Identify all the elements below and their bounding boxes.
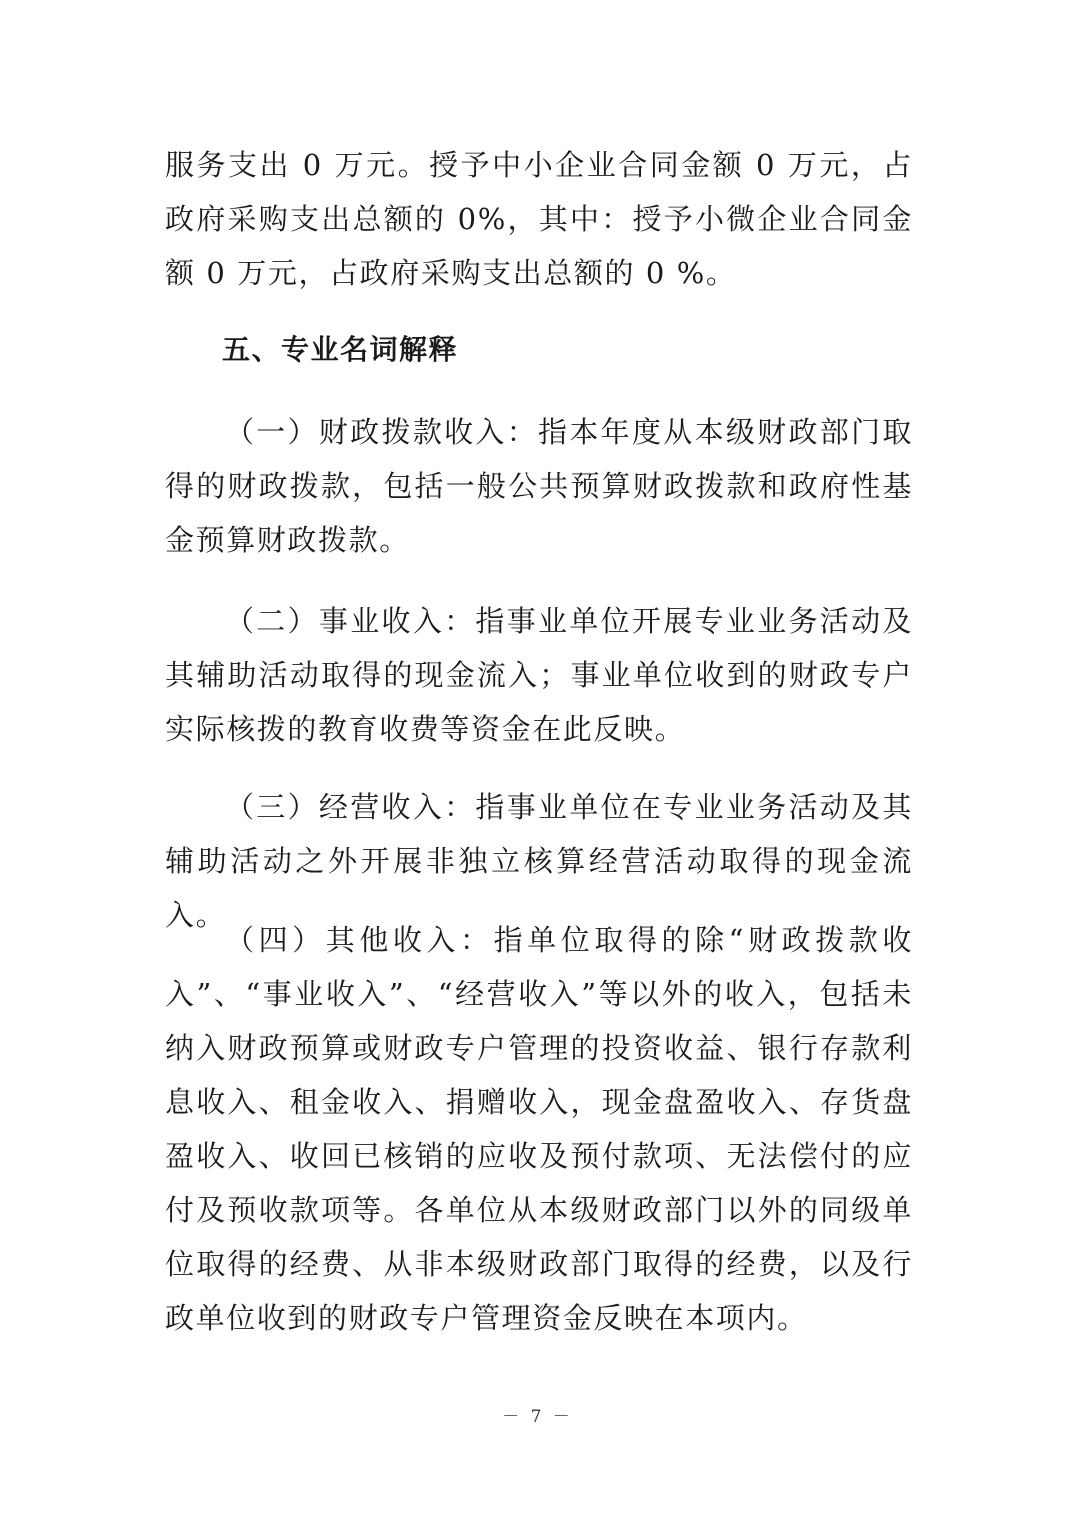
- term-paragraph-2: （二）事业收入：指事业单位开展专业业务活动及其辅助活动取得的现金流入；事业单位收到的财政专户实际核拨的教育收费等资金在此反映。: [165, 604, 913, 746]
- term-paragraph-3: （三）经营收入：指事业单位在专业业务活动及其辅助活动之外开展非独立核算经营活动取得的现金流入。: [165, 790, 913, 932]
- term-paragraph-1: （一）财政拨款收入：指本年度从本级财政部门取得的财政拨款，包括一般公共预算财政拨款和政府性基金预算财政拨款。: [165, 415, 913, 557]
- section-heading: 五、专业名词解释: [222, 333, 459, 366]
- continuation-paragraph: 服务支出 0 万元。授予中小企业合同金额 0 万元，占政府采购支出总额的 0%，其中：授予小微企业合同金额 0 万元，占政府采购支出总额的 0 %。: [165, 148, 913, 290]
- page-number: － 7 －: [502, 1407, 573, 1427]
- term-paragraph-4: （四）其他收入：指单位取得的除“财政拨款收入”、“事业收入”、“经营收入”等以外的收入，包括未纳入财政预算或财政专户管理的投资收益、银行存款利息收入、租金收入、捐赠收入，现金盘盈收入、存货盘盈收入、收回已核销的应收及预付款项、无法偿付的应付及预收款项等。各单位从本级财政部门以外的同级单位取得的经费、从非本级财政部门取得的经费，以及行政单位收到的财政专户管理资金反映在本项内。: [165, 923, 913, 1335]
